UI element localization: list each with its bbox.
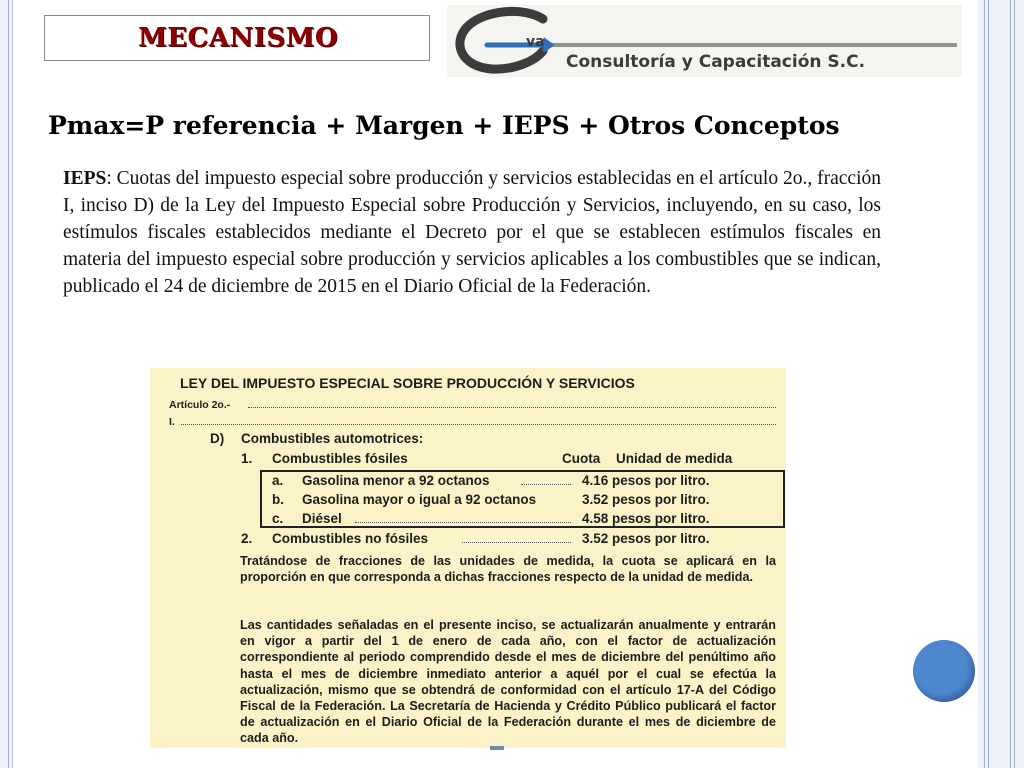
definition-text: : Cuotas del impuesto especial sobre producción y servicios establecidas en el artículo 2o., fracción I, inciso D) de la Ley del Impuesto Especial sobre Producción y Servicios, incluyendo, en su caso, los estímulos fiscales establecidos mediante el Decreto por el que se establecen estímulos fiscales en materia del impuesto especial sobre producción y servicios aplicables a los combustibles que se indican, publicado el 24 de diciembre de 2015 en el Diario Oficial de la Federación.: [63, 168, 881, 297]
logo-letters: va: [526, 34, 545, 50]
fuel-row-label: Gasolina menor a 92 octanos: [302, 473, 490, 488]
slide-circle-icon: [913, 640, 975, 702]
excerpt-item2-label: Combustibles no fósiles: [272, 531, 429, 546]
dotted-leader: [181, 424, 776, 425]
dotted-leader: [462, 542, 571, 543]
excerpt-paragraph-2: Las cantidades señaladas en el presente inciso, se actualizarán anualmente y entrarán en vigor a partir del 1 de enero de cada año, con el factor de actualización correspondiente al periodo comprendido desde el mes de diciembre del penúltimo año hasta el mes de diciembre inmediato anterior a aquél por el cual se efectúa la actualización, mismo que se obtendrá de conformidad con el artículo 17-A del Código Fiscal de la Federación. La Secretaría de Hacienda y Crédito Público publicará el factor de actualización en el Diario Oficial de la Federación durante el mes de diciembre de cada año.: [240, 618, 776, 746]
excerpt-paragraph-1: Tratándose de fracciones de las unidades de medida, la cuota se aplicará en la proporción en que corresponda a dichas fracciones respecto de la unidad de medida.: [240, 554, 776, 585]
fuel-row-letter: b.: [272, 492, 284, 507]
excerpt-item1-label: Combustibles fósiles: [272, 451, 408, 466]
fuel-row-letter: a.: [272, 473, 284, 488]
fuel-row-label: Gasolina mayor o igual a 92 octanos: [302, 492, 537, 507]
definition-term: IEPS: [63, 168, 107, 189]
company-name: Consultoría y Capacitación S.C.: [566, 52, 866, 72]
excerpt-item2-cuota: 3.52 pesos por litro.: [582, 531, 710, 546]
law-excerpt: [150, 368, 786, 748]
fuel-row-cuota: 3.52 pesos por litro.: [582, 492, 710, 507]
excerpt-section: D): [210, 431, 225, 446]
price-formula: Pmax=P referencia + Margen + IEPS + Otros Conceptos: [48, 111, 840, 140]
excerpt-column-cuota: Cuota: [562, 451, 601, 466]
excerpt-item1-number: 1.: [241, 451, 253, 466]
company-logo: [447, 5, 962, 77]
ieps-definition: [63, 165, 881, 300]
excerpt-section-label: Combustibles automotrices:: [241, 431, 424, 446]
excerpt-article: Artículo 2o.-: [169, 399, 231, 411]
excerpt-column-unidad: Unidad de medida: [616, 451, 733, 466]
excerpt-item2-number: 2.: [241, 531, 253, 546]
slide-frame-right: [978, 0, 1024, 768]
dotted-leader: [248, 407, 776, 408]
slide-edge-mark: [490, 746, 504, 750]
slide-title: MECANISMO: [137, 23, 339, 53]
fuel-row-cuota: 4.16 pesos por litro.: [582, 473, 710, 488]
fuel-row-label: Diésel: [302, 511, 342, 526]
excerpt-heading: LEY DEL IMPUESTO ESPECIAL SOBRE PRODUCCIÓN Y SERVICIOS: [180, 375, 635, 391]
dotted-leader: [521, 484, 571, 485]
title-box: [44, 15, 430, 61]
dotted-leader: [355, 522, 571, 523]
fuel-row-cuota: 4.58 pesos por litro.: [582, 511, 710, 526]
slide-frame-left: [0, 0, 14, 768]
fuel-row-letter: c.: [272, 511, 284, 526]
excerpt-fraction: I.: [169, 416, 175, 428]
